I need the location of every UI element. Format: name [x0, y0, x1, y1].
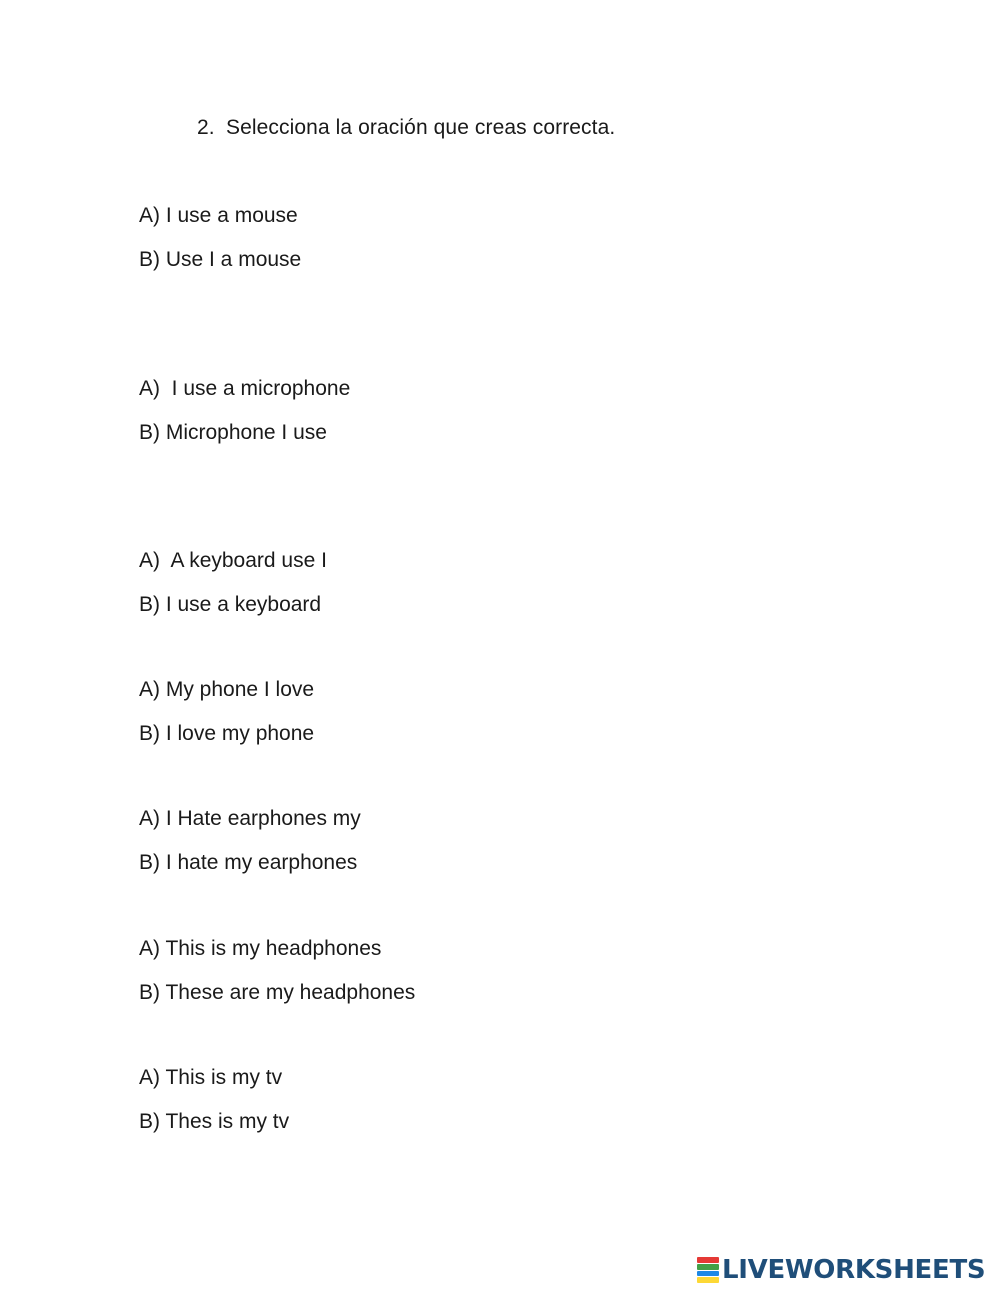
- question-7-option-a[interactable]: A) This is my tv: [139, 1066, 283, 1089]
- question-2-option-b[interactable]: B) Microphone I use: [139, 420, 327, 444]
- question-1-option-b[interactable]: B) Use I a mouse: [139, 247, 302, 271]
- logo-block-e: [697, 1277, 719, 1283]
- question-7-option-b[interactable]: B) Thes is my tv: [139, 1109, 290, 1133]
- instruction-number: 2.: [197, 116, 215, 139]
- logo-block-l: [697, 1257, 719, 1263]
- instruction-text: Selecciona la oración que creas correcta.: [226, 116, 616, 139]
- question-4-option-a[interactable]: A) My phone I love: [139, 678, 315, 701]
- logo-block-v: [697, 1271, 719, 1277]
- question-5-option-b[interactable]: B) I hate my earphones: [139, 850, 358, 874]
- question-4-option-b[interactable]: B) I love my phone: [139, 721, 315, 745]
- question-6-option-b[interactable]: B) These are my headphones: [139, 980, 416, 1004]
- logo-block-i: [697, 1264, 719, 1270]
- question-3-option-b[interactable]: B) I use a keyboard: [139, 592, 322, 616]
- question-1: [139, 203, 301, 290]
- question-6: [139, 936, 415, 1023]
- question-3-option-a[interactable]: A) A keyboard use I: [139, 549, 327, 572]
- question-5-option-a[interactable]: A) I Hate earphones my: [139, 807, 361, 830]
- question-5: [139, 806, 361, 893]
- question-7: [139, 1065, 289, 1152]
- instruction: [197, 116, 615, 140]
- question-3: [139, 548, 327, 635]
- question-1-option-a[interactable]: A) I use a mouse: [139, 204, 298, 227]
- question-4: [139, 677, 314, 764]
- question-2-option-a[interactable]: A) I use a microphone: [139, 377, 351, 400]
- liveworksheets-logo: [697, 1255, 985, 1285]
- logo-icon: [697, 1257, 719, 1283]
- question-2: [139, 376, 350, 463]
- logo-text: LIVEWORKSHEETS: [722, 1255, 986, 1285]
- question-6-option-a[interactable]: A) This is my headphones: [139, 937, 382, 960]
